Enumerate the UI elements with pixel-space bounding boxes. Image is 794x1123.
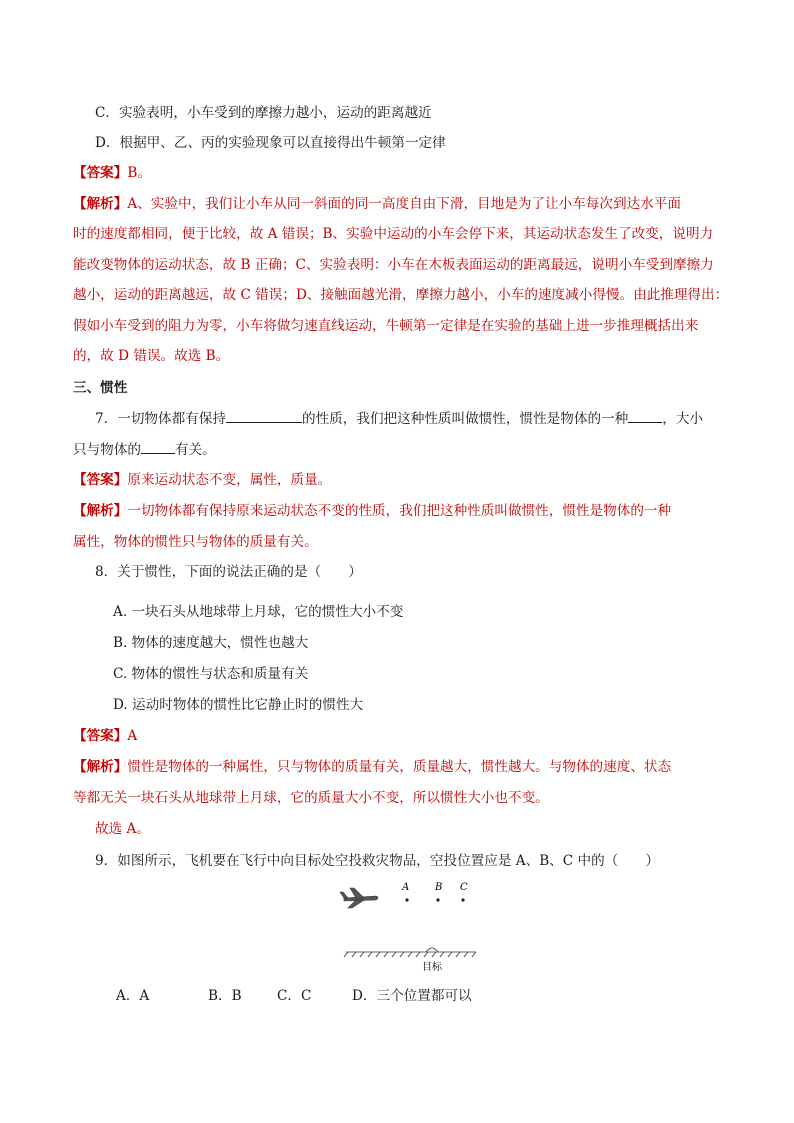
q9-option: C．C (277, 988, 312, 1004)
answer-tag: 【答案】 (73, 728, 128, 744)
q6-analysis-line (73, 195, 723, 213)
q6-answer (73, 164, 723, 182)
answer-tag: 【答案】 (73, 472, 128, 488)
point-c (461, 898, 464, 901)
q9-option: B．B (208, 988, 242, 1004)
analysis-text: 一切物体都有保持原来运动状态不变的性质，我们把这种性质叫做惯性，惯性是物体的一种 (127, 503, 672, 519)
analysis-text: A、实验中，我们让小车从同一斜面的同一高度自由下滑，目地是为了让小车每次到达水平面 (127, 196, 681, 212)
fill-blank (226, 409, 302, 423)
q9-figure (330, 878, 490, 978)
q8-analysis-line (73, 758, 723, 776)
q6-analysis-line: 假如小车受到的阻力为零，小车将做匀速直线运动，牛顿第一定律是在实验的基础上进一步推理概括出来 (73, 318, 699, 334)
q9-stem: 9．如图所示，飞机要在飞行中向目标处空投救灾物品，空投位置应是 A、B、C 中的（ ） (95, 853, 660, 869)
q9-option: A．A (116, 988, 150, 1004)
analysis-tag: 【解析】 (73, 503, 128, 519)
q8-analysis-line: 等都无关一块石头从地球带上月球，它的质量大小不变，所以惯性大小也不变。 (73, 790, 549, 806)
analysis-text: 惯性是物体的一种属性，只与物体的质量有关，质量越大，惯性越大。与物体的速度、状态 (127, 759, 672, 775)
q7-stem-part: 的性质，我们把这种性质叫做惯性，惯性是物体的一种 (302, 411, 629, 427)
q8-conclusion: 故选 A。 (95, 821, 150, 837)
q8-option: A. 一块石头从地球带上月球，它的惯性大小不变 (113, 604, 404, 620)
q9-option: D．三个位置都可以 (352, 988, 472, 1004)
q7-answer (73, 471, 723, 489)
q7-analysis-line (73, 502, 723, 520)
q6-option-c: C．实验表明，小车受到的摩擦力越小，运动的距离越近 (95, 105, 432, 121)
analysis-tag: 【解析】 (73, 759, 128, 775)
q7-stem (73, 440, 723, 459)
answer-tag: 【答案】 (73, 165, 128, 181)
answer-text: 原来运动状态不变，属性，质量。 (127, 472, 332, 488)
ground-line (344, 948, 476, 957)
fill-blank (141, 440, 175, 454)
fill-blank (628, 409, 662, 423)
answer-text: A (127, 728, 138, 744)
q6-analysis-line: 时的速度都相同，便于比较，故 A 错误；B、实验中运动的小车会停下来，其运动状态发生了改变，说明力 (73, 226, 714, 242)
target-caption: 目标 (422, 962, 442, 973)
analysis-tag: 【解析】 (73, 196, 128, 212)
section-title: 三、惯性 (73, 380, 128, 396)
q7-stem-part: 7．一切物体都有保持 (95, 411, 226, 427)
q8-option: C. 物体的惯性与状态和质量有关 (113, 666, 309, 682)
q8-stem: 8．关于惯性，下面的说法正确的是（ ） (95, 564, 362, 580)
q7-stem (95, 409, 745, 428)
answer-text: B。 (127, 165, 151, 181)
point-label-b: B (435, 882, 443, 893)
point-a (405, 898, 408, 901)
airplane-icon (340, 888, 378, 908)
point-label-c: C (460, 882, 468, 893)
airdrop-diagram (330, 878, 490, 978)
q8-answer (73, 727, 723, 745)
point-label-a: A (402, 882, 410, 893)
q8-option: D. 运动时物体的惯性比它静止时的惯性大 (113, 697, 364, 713)
q6-option-d: D．根据甲、乙、丙的实验现象可以直接得出牛顿第一定律 (95, 135, 446, 151)
q8-option: B. 物体的速度越大，惯性也越大 (113, 635, 309, 651)
q7-stem-part: ，大小 (662, 411, 704, 427)
q7-stem-part: 只与物体的 (73, 442, 141, 458)
q6-analysis-line: 能改变物体的运动状态，故 B 正确；C、实验表明：小车在木板表面运动的距离最远，说明小车受到摩擦力 (73, 257, 714, 273)
q6-analysis-line: 越小，运动的距离越远，故 C 错误；D、接触面越光滑，摩擦力越小，小车的速度减小得慢。由此推理得出： (73, 287, 729, 303)
q7-stem-part: 有关。 (174, 442, 216, 458)
q6-analysis-line: 的，故 D 错误。故选 B。 (73, 348, 230, 364)
q7-analysis-line: 属性，物体的惯性只与物体的质量有关。 (73, 534, 318, 550)
point-b (436, 898, 439, 901)
